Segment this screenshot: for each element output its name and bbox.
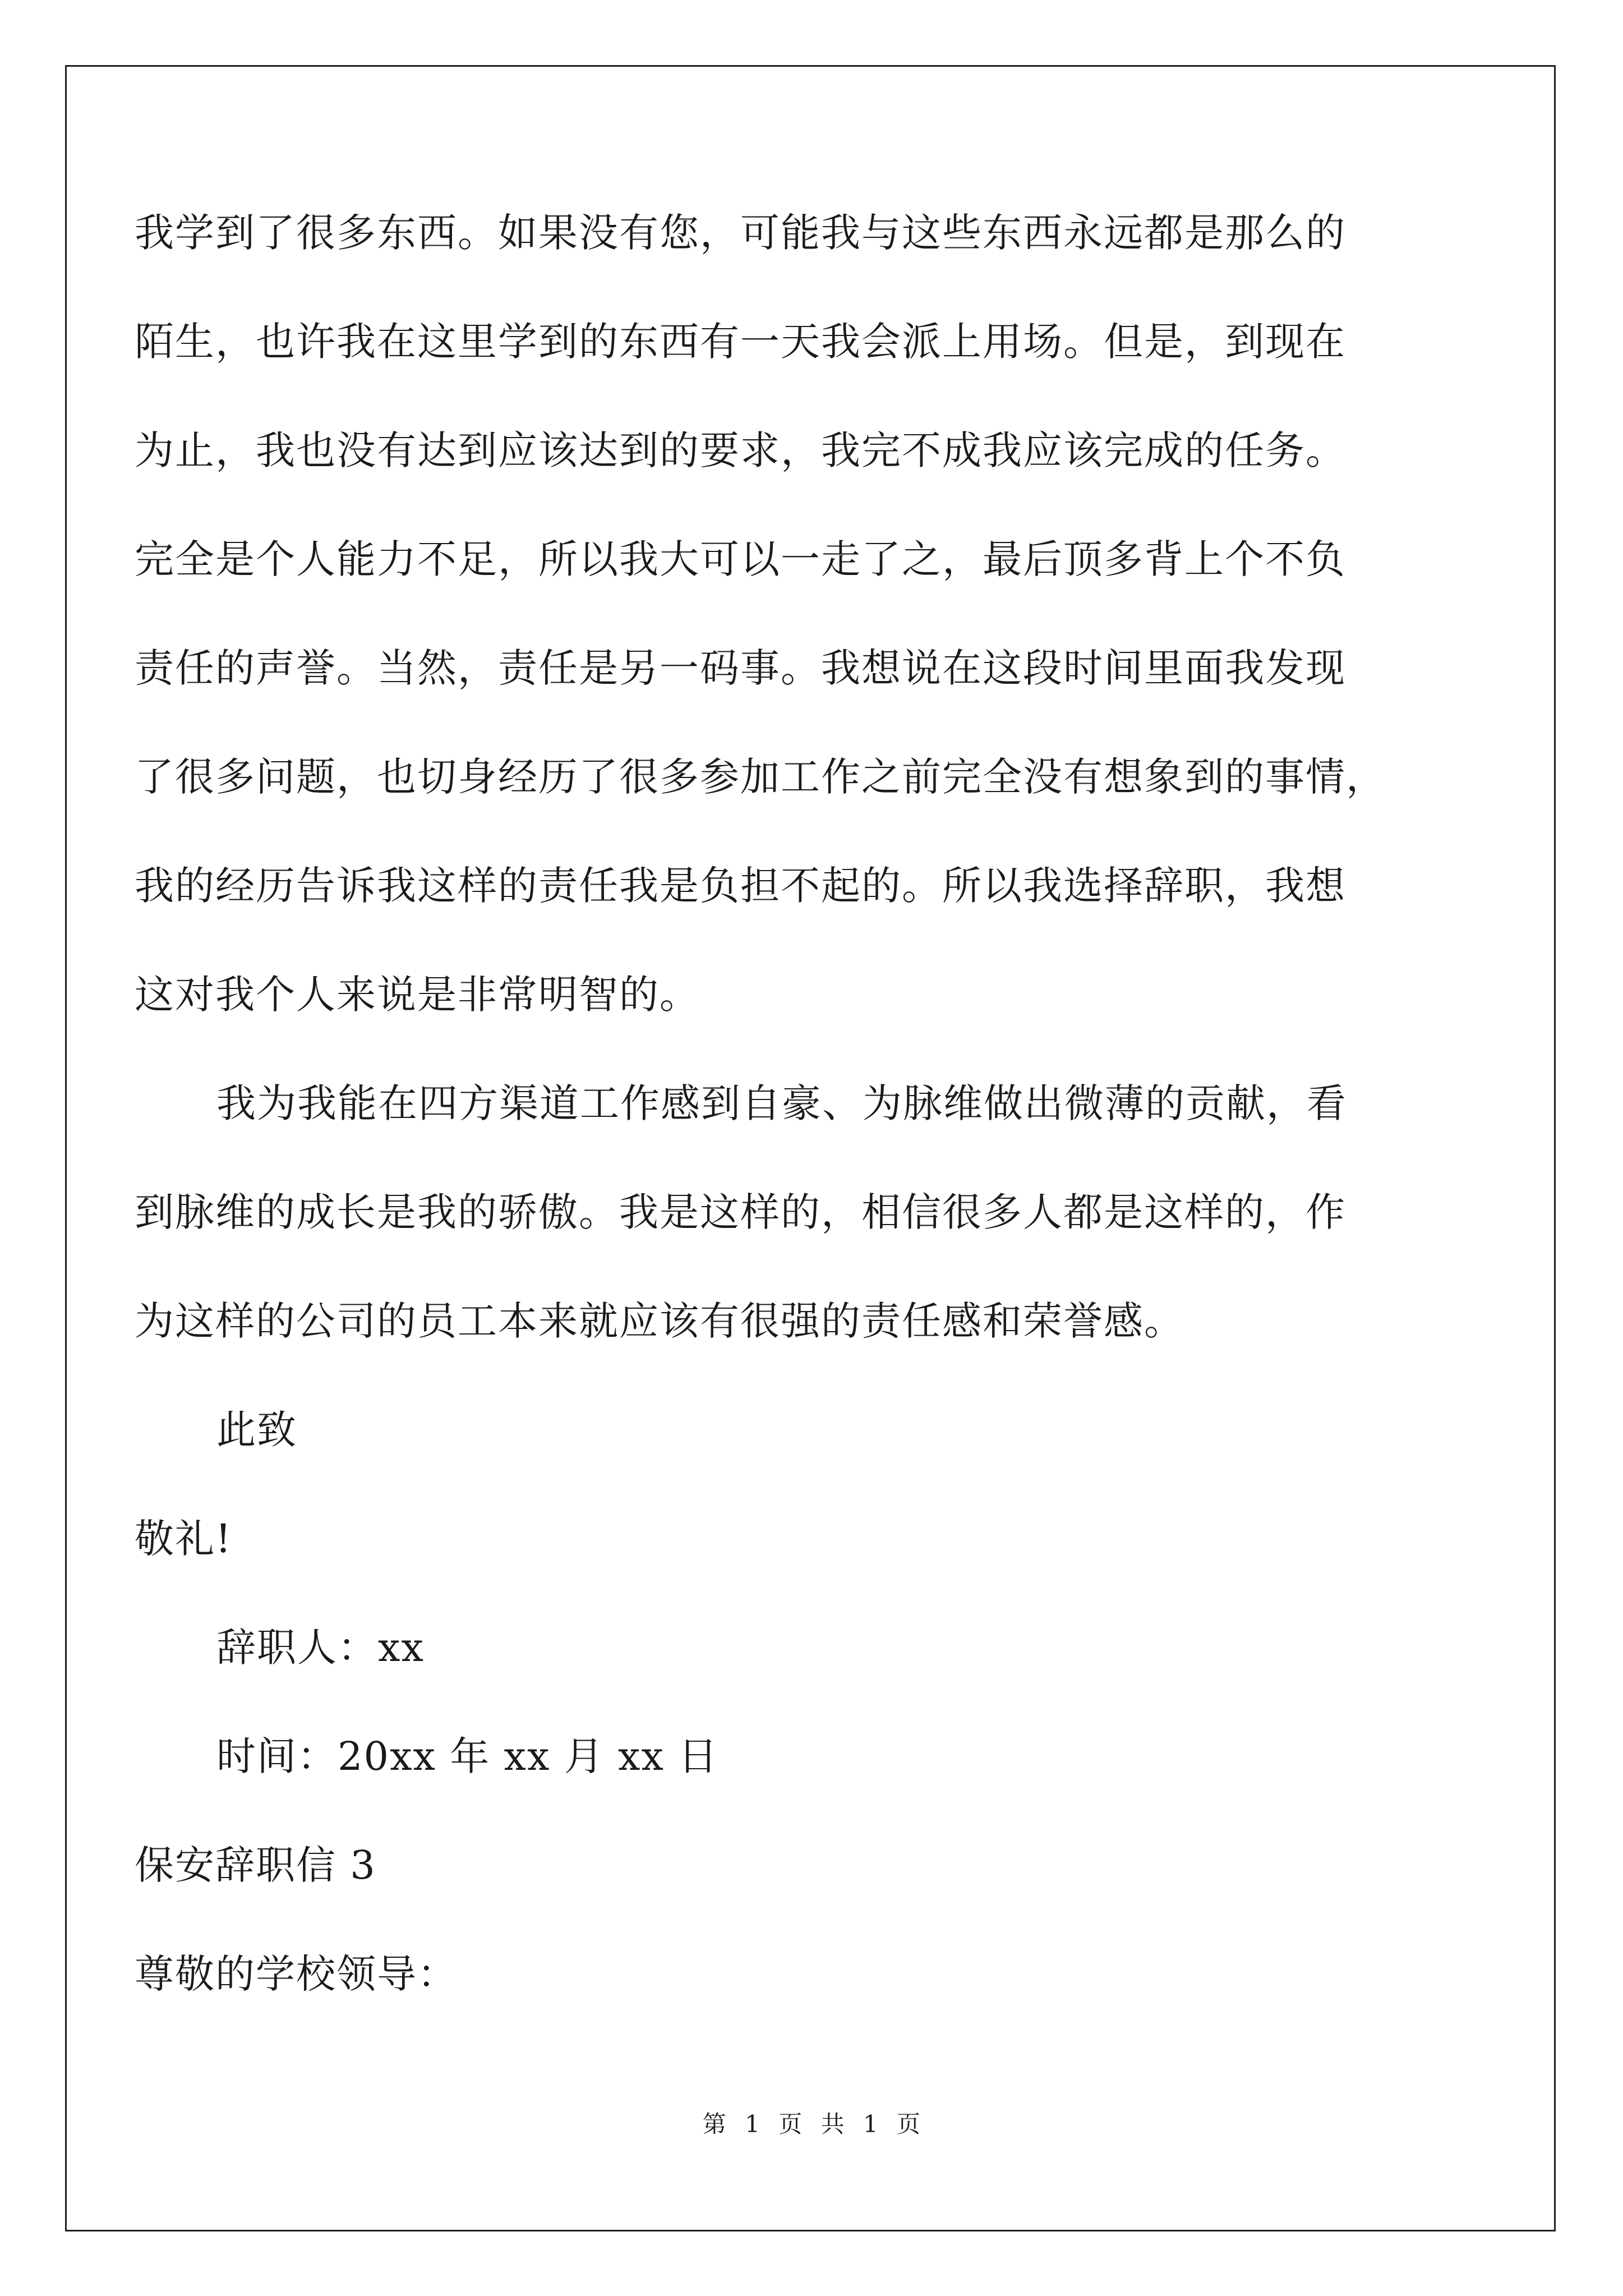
signer-line: 辞职人：xx xyxy=(216,1625,425,1671)
text-line: 到脉维的成长是我的骄傲。我是这样的，相信很多人都是这样的，作 xyxy=(135,1189,1346,1235)
text-line: 完全是个人能力不足，所以我大可以一走了之，最后顶多背上个不负 xyxy=(135,536,1346,582)
section-title: 保安辞职信 3 xyxy=(135,1842,376,1888)
text-line: 这对我个人来说是非常明智的。 xyxy=(135,972,700,1018)
text-line: 我的经历告诉我这样的责任我是负担不起的。所以我选择辞职，我想 xyxy=(135,863,1346,909)
text-line: 我学到了很多东西。如果没有您，可能我与这些东西永远都是那么的 xyxy=(135,210,1346,256)
text-line: 了很多问题，也切身经历了很多参加工作之前完全没有想象到的事情， xyxy=(135,754,1386,800)
salutation-line: 敬礼! xyxy=(135,1516,233,1562)
text-line: 我为我能在四方渠道工作感到自豪、为脉维做出微薄的贡献，看 xyxy=(216,1080,1347,1126)
date-line: 时间：20xx 年 xx 月 xx 日 xyxy=(216,1733,719,1779)
text-line: 为这样的公司的员工本来就应该有很强的责任感和荣誉感。 xyxy=(135,1298,1184,1344)
greeting-line: 尊敬的学校领导： xyxy=(135,1951,458,1997)
page-border xyxy=(65,65,1556,2231)
text-line: 为止，我也没有达到应该达到的要求，我完不成我应该完成的任务。 xyxy=(135,427,1346,473)
closing-line: 此致 xyxy=(216,1407,297,1453)
page-footer: 第 1 页 共 1 页 xyxy=(702,2110,921,2138)
text-line: 陌生，也许我在这里学到的东西有一天我会派上用场。但是，到现在 xyxy=(135,319,1346,365)
text-line: 责任的声誉。当然，责任是另一码事。我想说在这段时间里面我发现 xyxy=(135,645,1346,691)
